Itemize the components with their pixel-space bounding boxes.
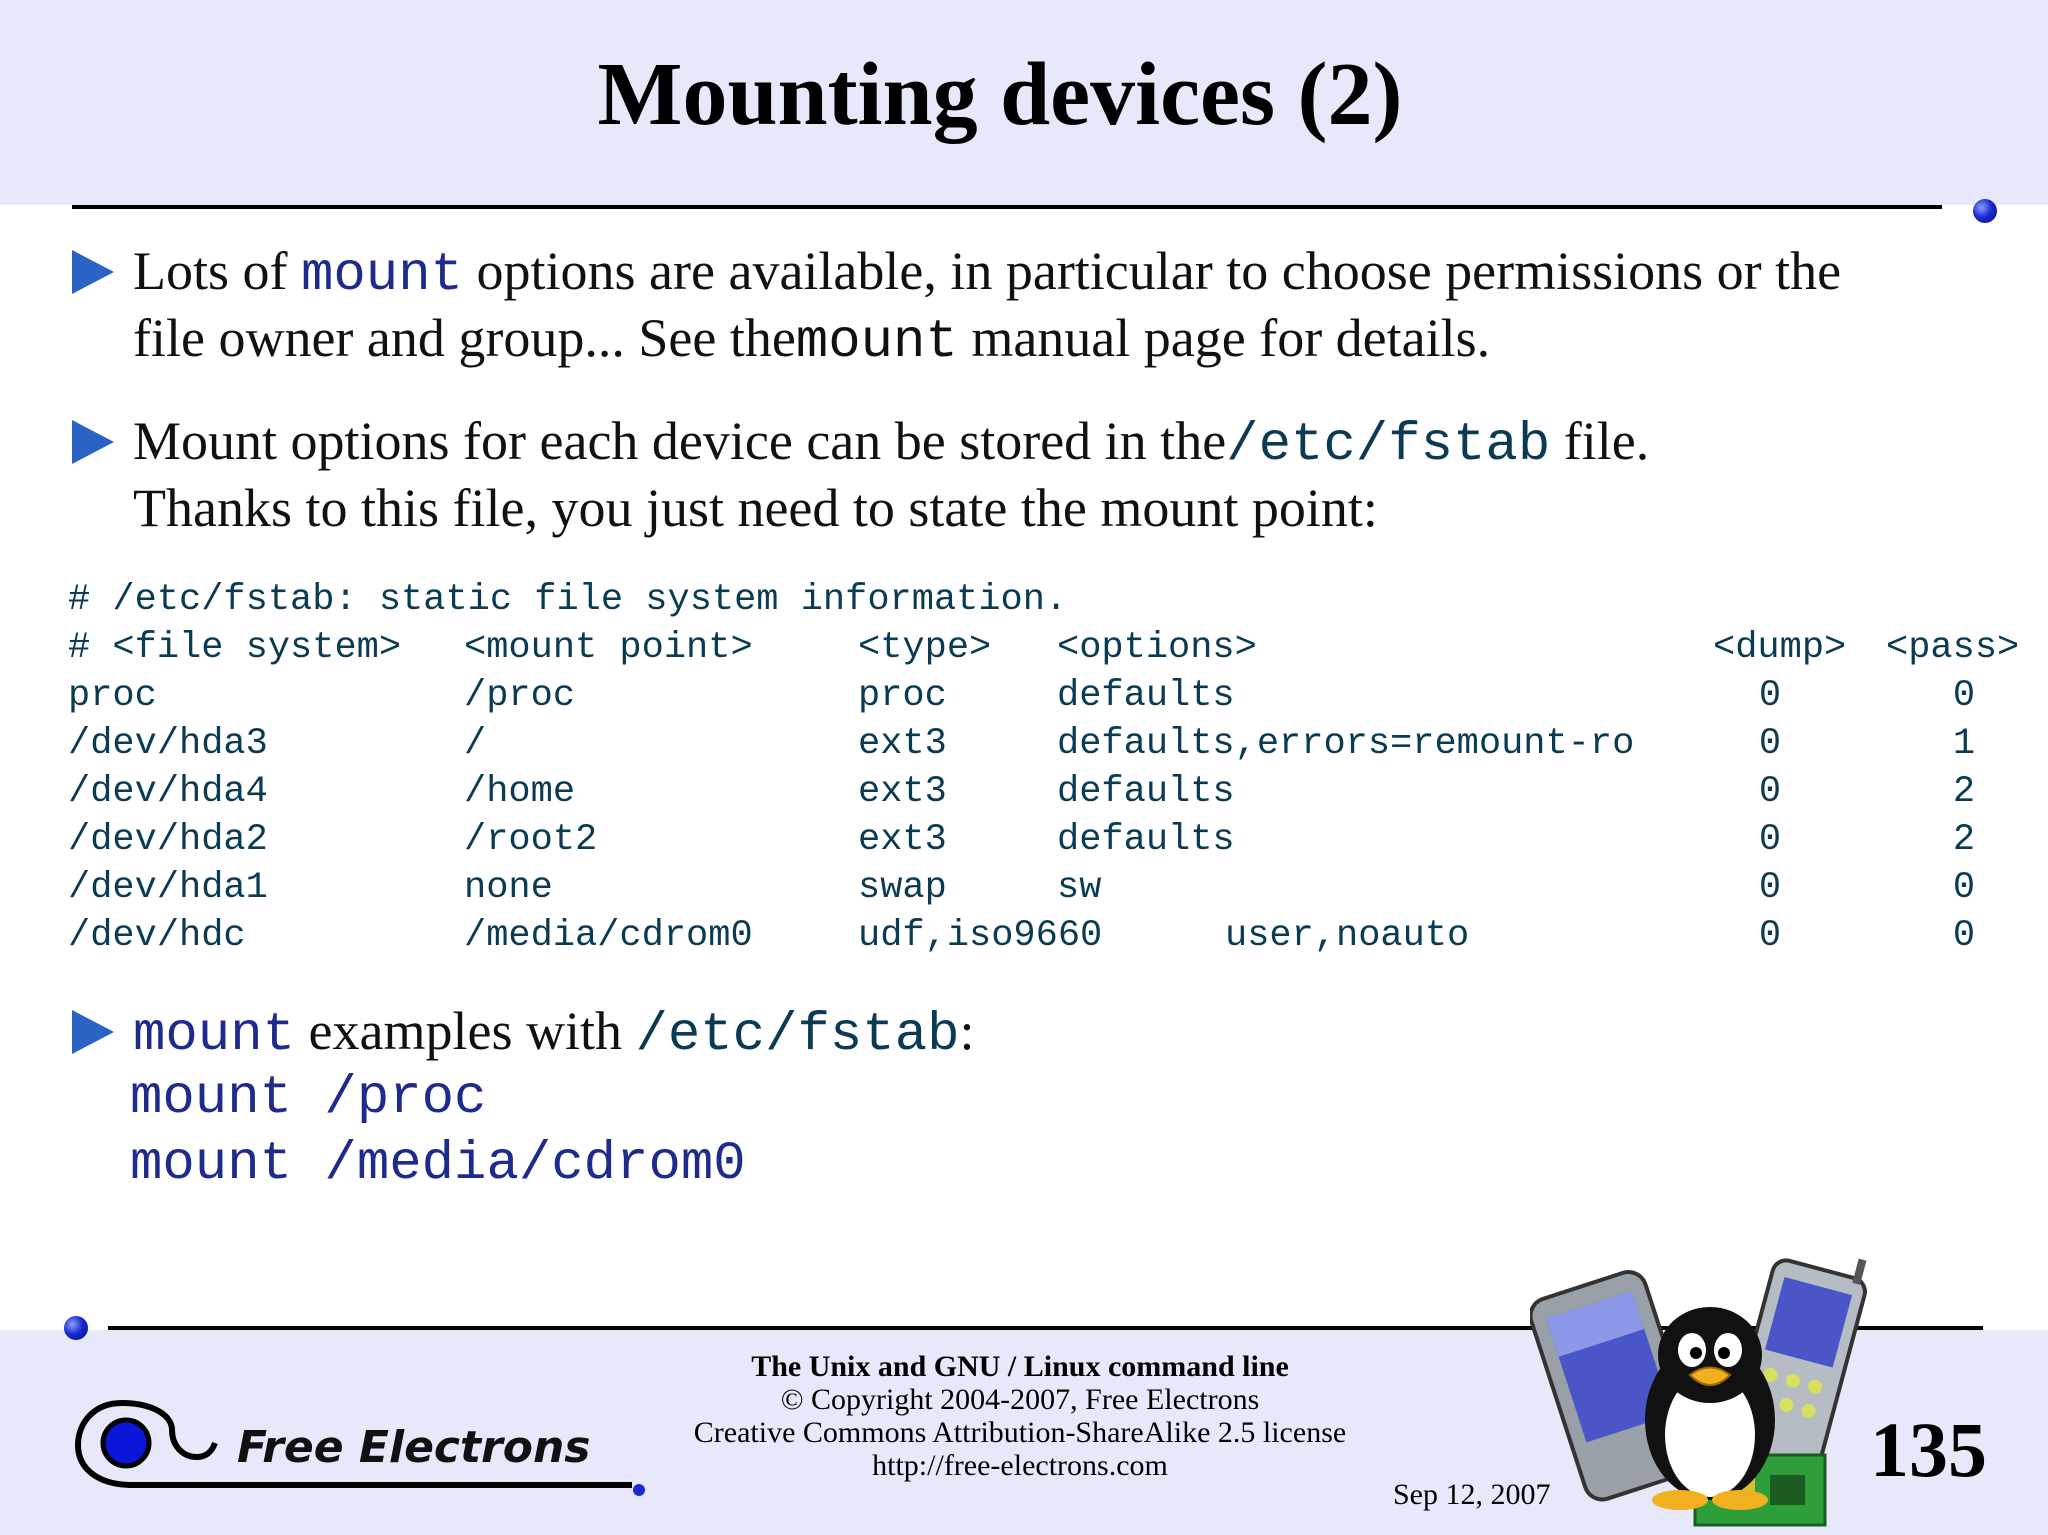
bullet-arrow-icon [72, 420, 114, 464]
slide-title: Mounting devices (2) [597, 45, 1403, 144]
fstab-row: /dev/hda3 / ext3 defaults,errors=remount-ro 0 1 [68, 723, 1976, 765]
bullet-arrow-icon [72, 1010, 114, 1054]
bullet-2-line-2: Thanks to this file, you just need to state the mount point: [133, 478, 1378, 538]
bullet-3-line-1: mount examples with /etc/fstab: [133, 1001, 975, 1066]
example-command-1: mount /proc [130, 1068, 487, 1129]
fstab-row: /dev/hda2 /root2 ext3 defaults 0 2 [68, 819, 1976, 861]
mount-command: mount [133, 1005, 296, 1066]
free-electrons-logo [72, 1385, 652, 1500]
bottom-rule-dot [64, 1316, 88, 1340]
page-number: 135 [1870, 1406, 1987, 1493]
license: Creative Commons Attribution-ShareAlike 2.5 license [693, 1416, 1347, 1449]
website-url: http://free-electrons.com [872, 1449, 1168, 1482]
bullet-2-line-1: Mount options for each device can be stored in the/etc/fstab file. [133, 411, 1650, 476]
copyright: © Copyright 2004-2007, Free Electrons [780, 1383, 1260, 1416]
bullet-1-line-2: file owner and group... See themount manual page for details. [133, 308, 1491, 373]
mount-command: mount [301, 245, 464, 306]
footer-credits [640, 1350, 1400, 1482]
top-rule [72, 205, 1942, 209]
fstab-row: /dev/hdc /media/cdrom0 udf,iso9660 user,noauto 0 0 [68, 915, 1976, 957]
fstab-path: /etc/fstab [1226, 415, 1551, 476]
mount-command: mount [795, 312, 958, 373]
fstab-row: /dev/hda4 /home ext3 defaults 0 2 [68, 771, 1976, 813]
logo-text: Free Electrons [237, 1422, 591, 1473]
fstab-header-row: # <file system> <mount point> <type> <options> <dump> <pass> [68, 627, 2020, 669]
fstab-row: /dev/hda1 none swap sw 0 0 [68, 867, 1976, 909]
course-title: The Unix and GNU / Linux command line [751, 1350, 1289, 1383]
fstab-listing [68, 576, 2020, 960]
fstab-comment: # /etc/fstab: static file system information. [68, 579, 1068, 621]
example-command-2: mount /media/cdrom0 [130, 1134, 746, 1195]
fstab-path: /etc/fstab [635, 1005, 960, 1066]
bullet-1-line-1: Lots of mount options are available, in particular to choose permissions or the [133, 241, 1842, 306]
top-rule-dot [1973, 199, 1997, 223]
penguin-phones-illustration [1530, 1250, 1890, 1530]
fstab-row: proc /proc proc defaults 0 0 [68, 675, 1976, 717]
slide-date: Sep 12, 2007 [1393, 1478, 1551, 1511]
bullet-arrow-icon [72, 250, 114, 294]
